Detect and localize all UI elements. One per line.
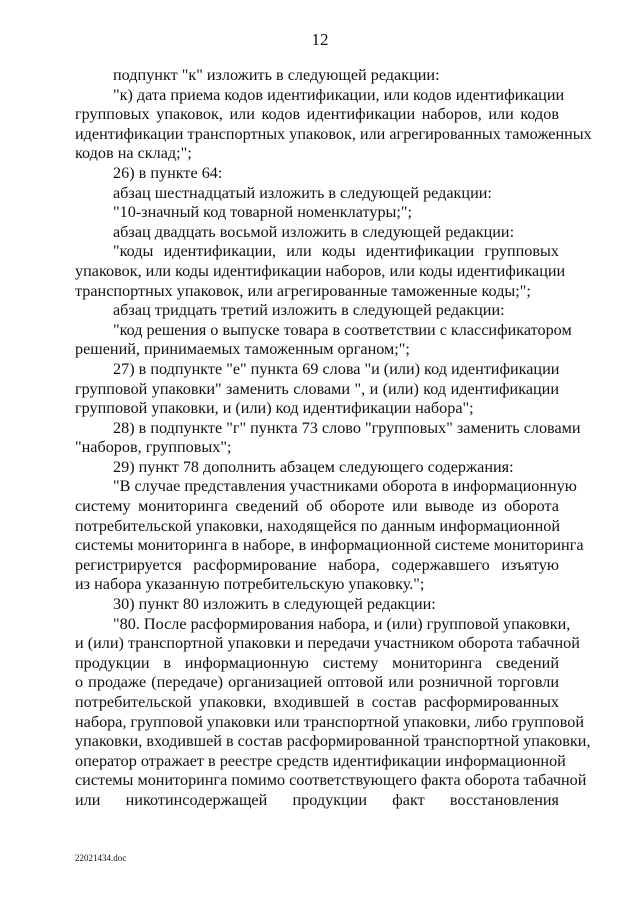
text-line: 28) в подпункте "г" пункта 73 слово "групповых" заменить словами (113, 418, 581, 437)
text-line: групповых упаковок, или кодов идентификации наборов, или кодов (75, 105, 559, 124)
text-line: "В случае представления участниками оборота в информационную (113, 477, 577, 496)
text-line: кодов на склад;"; (75, 144, 192, 163)
text-line: абзац шестнадцатый изложить в следующей редакции: (113, 183, 492, 202)
text-line: потребительской упаковки, находящейся по данным информационной (75, 516, 560, 535)
text-line: идентификации транспортных упаковок, или агрегированных таможенных (75, 124, 592, 143)
text-line: "10-значный код товарной номенклатуры;"; (113, 203, 413, 222)
text-line: набора, групповой упаковки или транспортной упаковки, либо групповой (75, 712, 585, 731)
text-line: оператор отражает в реестре средств идентификации информационной (75, 751, 566, 770)
text-line: и (или) транспортной упаковки и передачи участником оборота табачной (75, 634, 580, 653)
text-line: решений, принимаемых таможенным органом;"; (75, 340, 410, 359)
text-line: системы мониторинга помимо соответствующего факта оборота табачной (75, 771, 587, 790)
text-line: о продаже (передаче) организацией оптовой или розничной торговли (75, 673, 559, 692)
page-number: 12 (311, 30, 329, 49)
text-line: регистрируется расформирование набора, содержавшего изъятую (75, 555, 559, 574)
text-line: групповой упаковки" заменить словами ", и (или) код идентификации (75, 379, 559, 398)
text-line: "к) дата приема кодов идентификации, или кодов идентификации (113, 85, 565, 104)
document-body (75, 66, 592, 811)
text-line: абзац тридцать третий изложить в следующей редакции: (113, 301, 505, 320)
text-line: потребительской упаковки, входившей в состав расформированных (75, 693, 559, 711)
text-line: продукции в информационную систему мониторинга сведений (75, 653, 559, 672)
text-line: "код решения о выпуске товара в соответствии с классификатором (113, 320, 572, 339)
document-filename: 22021434.doc (75, 853, 127, 863)
text-line: транспортных упаковок, или агрегированные таможенные коды;"; (75, 281, 531, 300)
text-line: системы мониторинга в наборе, в информационной системе мониторинга (75, 536, 584, 555)
text-line: "коды идентификации, или коды идентификации групповых (113, 242, 559, 261)
text-line: 30) пункт 80 изложить в следующей редакции: (113, 595, 436, 614)
text-line: групповой упаковки, и (или) код идентификации набора"; (75, 399, 474, 418)
text-line: 27) в подпункте "е" пункта 69 слова "и (или) код идентификации (113, 359, 560, 378)
text-line: систему мониторинга сведений об обороте или выводе из оборота (75, 497, 559, 516)
text-line: или никотинсодержащей продукции факт восстановления (75, 790, 559, 809)
text-line: "80. После расформирования набора, и (или) групповой упаковки, (113, 614, 571, 633)
text-line: 29) пункт 78 дополнить абзацем следующего содержания: (113, 457, 514, 476)
text-line: 26) в пункте 64: (113, 163, 223, 182)
text-line: "наборов, групповых"; (75, 438, 232, 457)
text-line: из набора указанную потребительскую упаковку."; (75, 575, 425, 594)
text-line: упаковки, входившей в состав расформированной транспортной упаковки, (75, 732, 591, 751)
text-line: упаковок, или коды идентификации наборов, или коды идентификации (75, 261, 566, 280)
text-line: подпункт "к" изложить в следующей редакции: (113, 66, 440, 84)
text-line: абзац двадцать восьмой изложить в следующей редакции: (113, 222, 515, 241)
